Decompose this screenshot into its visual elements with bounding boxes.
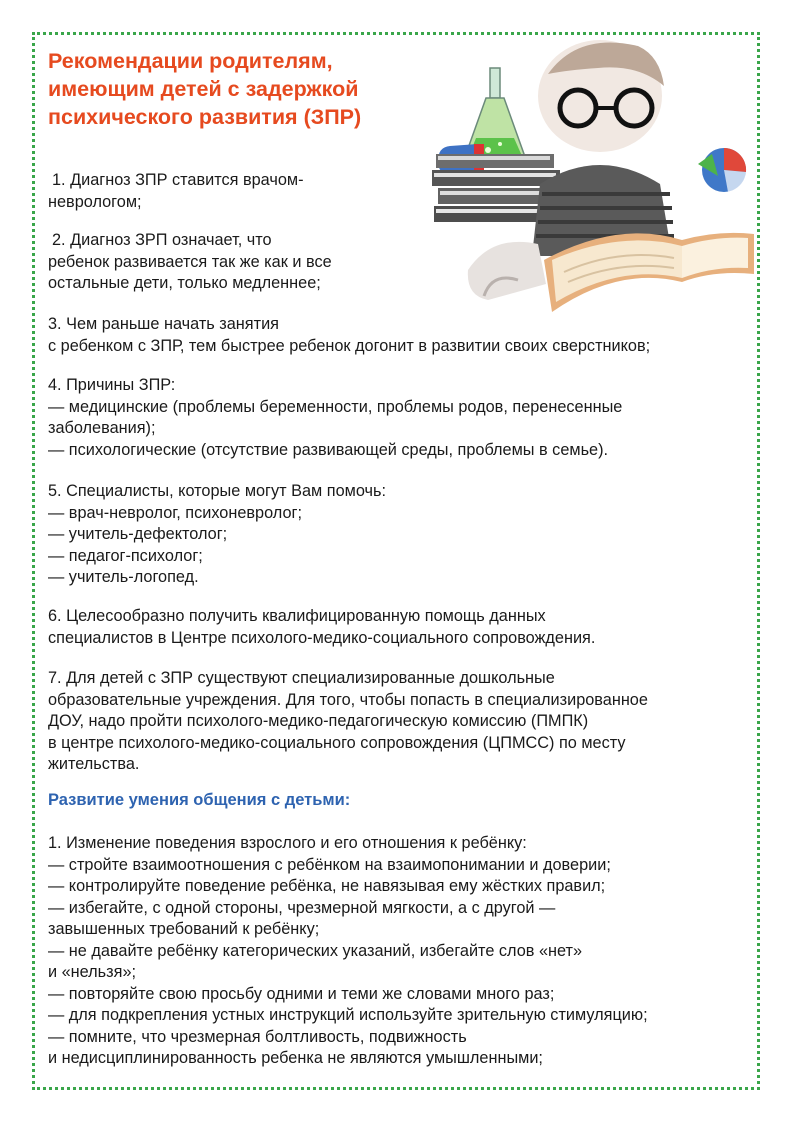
section-line: завышенных требований к ребёнку; xyxy=(48,920,320,938)
list-line: ребенок развивается так же как и все xyxy=(48,252,332,271)
list-line: 3. Чем раньше начать занятия xyxy=(48,315,279,333)
list-line: остальные дети, только медленнее; xyxy=(48,274,321,292)
list-item xyxy=(48,606,763,649)
list-line: специалистов в Центре психолого-медико-социального сопровождения. xyxy=(48,628,596,647)
title-line: Рекомендации родителям, xyxy=(48,49,333,73)
section-line: — стройте взаимоотношения с ребёнком на взаимопонимании и доверии; xyxy=(48,855,611,874)
list-line: — учитель-дефектолог; xyxy=(48,525,228,543)
list-line: — учитель-логопед. xyxy=(48,568,199,586)
title-line: имеющим детей с задержкой xyxy=(48,77,359,101)
section-line: — не давайте ребёнку категорических указаний, избегайте слов «нет» xyxy=(48,941,583,960)
section-line: — контролируйте поведение ребёнка, не навязывая ему жёстких правил; xyxy=(48,877,606,895)
list-line: образовательные учреждения. Для того, чтобы попасть в специализированное xyxy=(48,690,648,709)
list-item xyxy=(48,375,763,461)
list-line: заболевания); xyxy=(48,419,156,437)
list-item xyxy=(48,230,763,295)
section-line: и «нельзя»; xyxy=(48,963,137,981)
section-line: — для подкрепления устных инструкций используйте зрительную стимуляцию; xyxy=(48,1006,648,1024)
list-item xyxy=(48,481,763,589)
list-line: — медицинские (проблемы беременности, проблемы родов, перенесенные xyxy=(48,397,623,416)
list-item xyxy=(48,668,763,776)
page-title xyxy=(48,47,428,131)
list-line: жительства. xyxy=(48,755,140,773)
list-line: 1. Диагноз ЗПР ставится врачом- xyxy=(52,171,304,189)
list-item xyxy=(48,314,763,357)
list-line: неврологом; xyxy=(48,192,142,211)
list-line: с ребенком с ЗПР, тем быстрее ребенок догонит в развитии своих сверстников; xyxy=(48,336,651,355)
list-line: 6. Целесообразно получить квалифицированную помощь данных xyxy=(48,607,546,625)
list-line: 5. Специалисты, которые могут Вам помочь: xyxy=(48,482,387,500)
list-line: — врач-невролог, психоневролог; xyxy=(48,503,303,522)
title-line: психического развития (ЗПР) xyxy=(48,105,362,129)
section-line: — повторяйте свою просьбу одними и теми же словами много раз; xyxy=(48,984,555,1003)
list-line: — педагог-психолог; xyxy=(48,546,203,565)
list-line: 4. Причины ЗПР: xyxy=(48,376,176,394)
list-line: 7. Для детей с ЗПР существуют специализированные дошкольные xyxy=(48,669,555,687)
section-body xyxy=(48,833,763,1070)
section-heading: Развитие умения общения с детьми: xyxy=(48,791,351,809)
list-line: ДОУ, надо пройти психолого-медико-педагогическую комиссию (ПМПК) xyxy=(48,712,589,730)
section-line: 1. Изменение поведения взрослого и его отношения к ребёнку: xyxy=(48,834,527,852)
list-line: 2. Диагноз ЗРП означает, что xyxy=(52,231,272,249)
list-item xyxy=(48,170,763,213)
list-line: — психологические (отсутствие развивающей среды, проблемы в семье). xyxy=(48,440,609,459)
section-line: — избегайте, с одной стороны, чрезмерной мягкости, а с другой — xyxy=(48,898,556,917)
section-line: — помните, что чрезмерная болтливость, подвижность xyxy=(48,1027,467,1046)
section-line: и недисциплинированность ребенка не являются умышленными; xyxy=(48,1049,543,1067)
list-line: в центре психолого-медико-социального сопровождения (ЦПМСС) по месту xyxy=(48,733,626,752)
